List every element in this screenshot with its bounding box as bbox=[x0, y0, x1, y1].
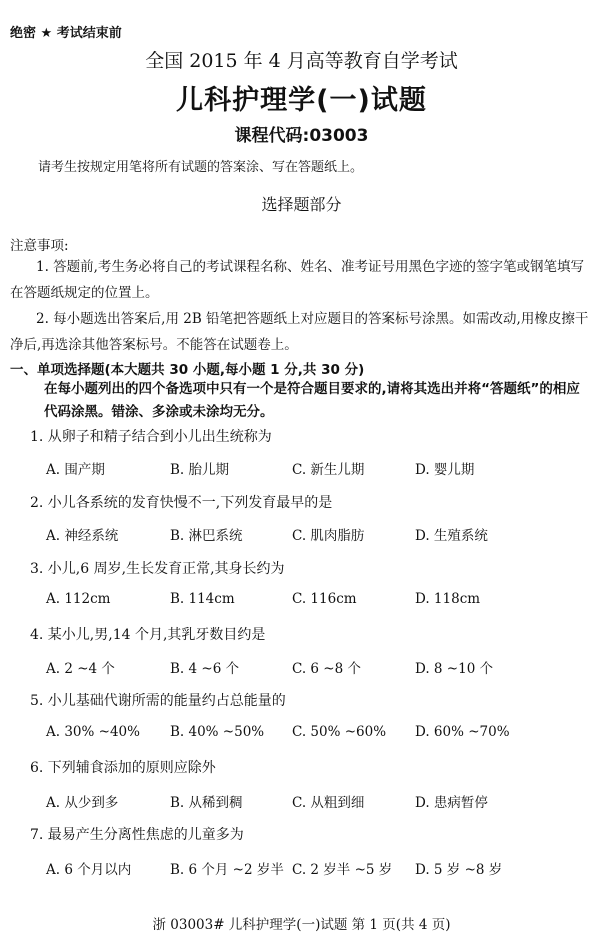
course-code: 课程代码:03003 bbox=[234, 126, 369, 146]
option-d: D. 生殖系统 bbox=[415, 528, 488, 544]
option-a: A. 神经系统 bbox=[46, 528, 119, 544]
question-options bbox=[46, 858, 566, 878]
option-d: D. 60% ~70% bbox=[415, 724, 510, 740]
option-b: B. 从稀到稠 bbox=[170, 795, 243, 811]
option-c: C. 肌肉脂肪 bbox=[292, 528, 365, 544]
question-stem: 1. 从卵子和精子结合到小儿出生统称为 bbox=[30, 429, 272, 445]
option-d: D. 婴儿期 bbox=[415, 462, 475, 478]
option-a: A. 围产期 bbox=[46, 462, 105, 478]
notice-item-2: 2. 每小题选出答案后,用 2B 铅笔把答题纸上对应题目的答案标号涂黑。如需改动,用橡皮擦干净后,再选涂其他答案标号。不能答在试题卷上。 bbox=[10, 311, 589, 353]
question-options bbox=[46, 591, 566, 611]
notice-title: 注意事项: bbox=[10, 238, 69, 254]
option-c: C. 2 岁半 ~5 岁 bbox=[292, 862, 393, 878]
answer-instruction: 请考生按规定用笔将所有试题的答案涂、写在答题纸上。 bbox=[38, 160, 364, 175]
option-b: B. 淋巴系统 bbox=[170, 528, 243, 544]
option-c: C. 116cm bbox=[292, 591, 357, 607]
question-stem: 5. 小儿基础代谢所需的能量约占总能量的 bbox=[30, 693, 286, 709]
page-footer: 浙 03003# 儿科护理学(一)试题 第 1 页(共 4 页) bbox=[152, 917, 451, 933]
part-instruction: 在每小题列出的四个备选项中只有一个是符合题目要求的,请将其选出并将“答题纸”的相应代码涂黑。错涂、多涂或未涂均无分。 bbox=[44, 381, 580, 420]
paper-title: 儿科护理学(一)试题 bbox=[176, 85, 427, 116]
option-c: C. 6 ~8 个 bbox=[292, 661, 362, 677]
option-c: C. 从粗到细 bbox=[292, 795, 365, 811]
notice-item-1: 1. 答题前,考生务必将自己的考试课程名称、姓名、准考证号用黑色字迹的签字笔或钢笔填写在答题纸规定的位置上。 bbox=[10, 259, 584, 301]
option-b: B. 胎儿期 bbox=[170, 462, 230, 478]
question-stem: 6. 下列辅食添加的原则应除外 bbox=[30, 760, 216, 776]
option-b: B. 6 个月 ~2 岁半 bbox=[170, 862, 284, 878]
question-stem: 7. 最易产生分离性焦虑的儿童多为 bbox=[30, 827, 244, 843]
question-stem: 4. 某小儿,男,14 个月,其乳牙数目约是 bbox=[30, 627, 266, 643]
option-d: D. 8 ~10 个 bbox=[415, 661, 494, 677]
option-a: A. 112cm bbox=[46, 591, 111, 607]
option-a: A. 2 ~4 个 bbox=[46, 661, 115, 677]
part-heading: 一、单项选择题(本大题共 30 小题,每小题 1 分,共 30 分) bbox=[10, 362, 365, 378]
exam-title: 全国 2015 年 4 月高等教育自学考试 bbox=[145, 50, 458, 72]
confidential-mark: 绝密 ★ 考试结束前 bbox=[10, 26, 122, 41]
option-a: A. 6 个月以内 bbox=[46, 862, 132, 878]
option-c: C. 新生儿期 bbox=[292, 462, 365, 478]
option-b: B. 4 ~6 个 bbox=[170, 661, 240, 677]
option-d: D. 118cm bbox=[415, 591, 481, 607]
option-b: B. 114cm bbox=[170, 591, 235, 607]
question-options bbox=[46, 524, 566, 544]
question-options bbox=[46, 458, 566, 478]
question-options bbox=[46, 791, 566, 811]
option-a: A. 从少到多 bbox=[46, 795, 119, 811]
question-options bbox=[46, 724, 566, 744]
section-title: 选择题部分 bbox=[261, 195, 342, 214]
option-d: D. 5 岁 ~8 岁 bbox=[415, 862, 503, 878]
option-c: C. 50% ~60% bbox=[292, 724, 387, 740]
question-stem: 2. 小儿各系统的发育快慢不一,下列发育最早的是 bbox=[30, 495, 333, 511]
option-d: D. 患病暂停 bbox=[415, 795, 488, 811]
question-options bbox=[46, 657, 566, 677]
option-b: B. 40% ~50% bbox=[170, 724, 265, 740]
option-a: A. 30% ~40% bbox=[46, 724, 140, 740]
question-stem: 3. 小儿,6 周岁,生长发育正常,其身长约为 bbox=[30, 561, 285, 577]
